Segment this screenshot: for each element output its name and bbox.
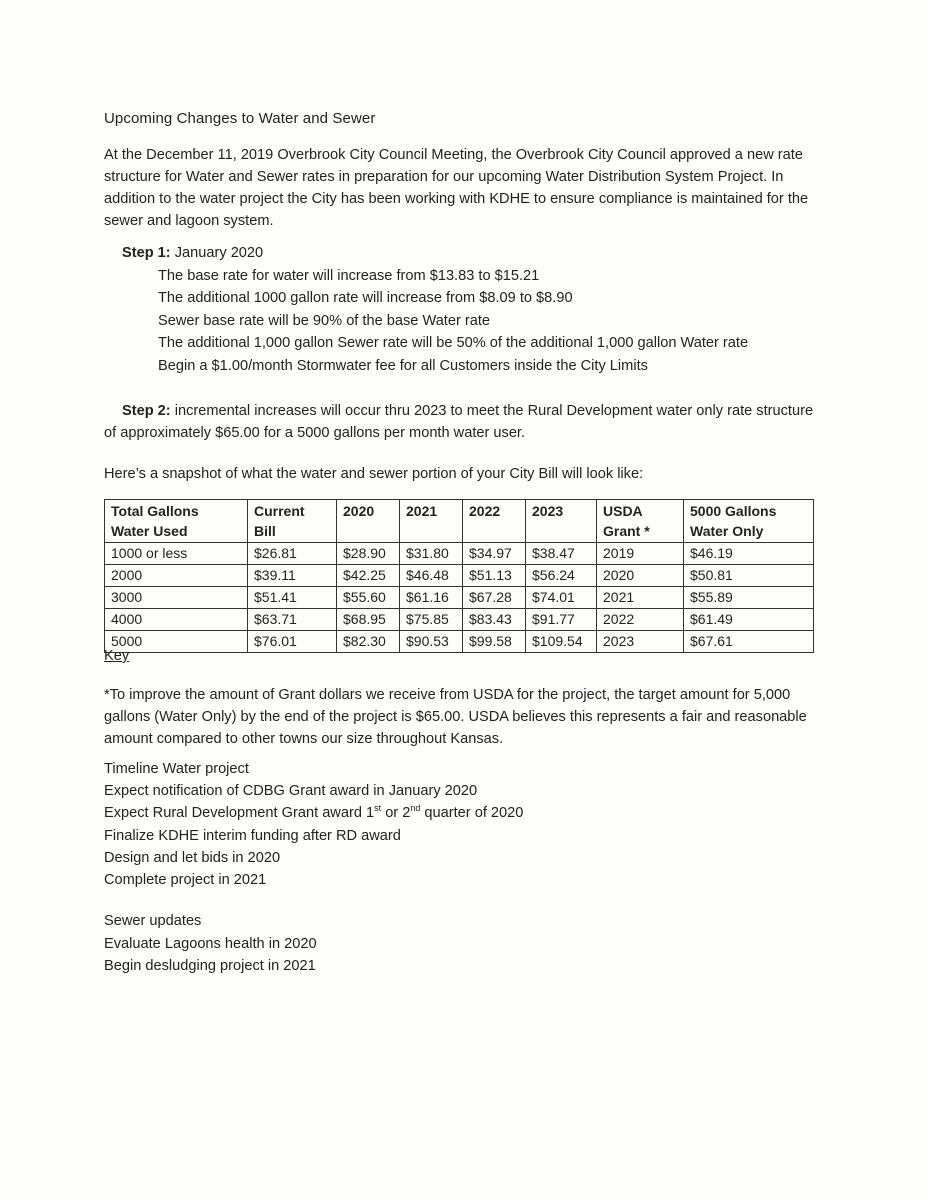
step1-item: The base rate for water will increase from $13.83 to $15.21	[158, 267, 540, 284]
header-line: 2020	[343, 503, 375, 519]
intro-paragraph	[104, 144, 824, 232]
step1-list	[122, 265, 748, 378]
cell-2023: $38.47	[526, 543, 597, 565]
header-line: USDA	[603, 503, 643, 519]
step1-item: Sewer base rate will be 90% of the base Water rate	[158, 312, 491, 329]
document-title: Upcoming Changes to Water and Sewer	[104, 110, 376, 127]
cell-gallons: 5000	[105, 631, 248, 653]
header-5000-gallons	[684, 500, 814, 543]
timeline-rd-sup2: nd	[410, 803, 421, 814]
cell-2021: $46.48	[400, 565, 463, 587]
rates-table	[104, 499, 814, 653]
cell-5000: $50.81	[684, 565, 814, 587]
cell-2021: $31.80	[400, 543, 463, 565]
timeline-rd-suffix: quarter of 2020	[420, 805, 524, 822]
sewer-item: Begin desludging project in 2021	[104, 958, 316, 974]
cell-2020: $42.25	[337, 565, 400, 587]
timeline-rd-prefix: Expect Rural Development Grant award 1	[104, 805, 375, 822]
cell-2022: $99.58	[463, 631, 526, 653]
timeline-item: Complete project in 2021	[104, 872, 267, 889]
timeline-item: Expect notification of CDBG Grant award in January 2020	[104, 783, 478, 800]
timeline-item	[104, 802, 523, 824]
key-label: Key	[104, 648, 130, 664]
cell-2021: $61.16	[400, 587, 463, 609]
header-line: Total Gallons	[111, 503, 199, 519]
cell-usda: 2023	[597, 631, 684, 653]
cell-5000: $46.19	[684, 543, 814, 565]
cell-current: $39.11	[248, 565, 337, 587]
header-line: Grant *	[603, 523, 650, 539]
timeline-list	[104, 780, 523, 891]
step1-date: January 2020	[174, 245, 264, 261]
header-line: Current	[254, 503, 305, 519]
snapshot-intro: Here’s a snapshot of what the water and sewer portion of your City Bill will look like:	[104, 466, 644, 482]
cell-2022: $34.97	[463, 543, 526, 565]
cell-gallons: 1000 or less	[105, 543, 248, 565]
step1-item: The additional 1,000 gallon Sewer rate will be 50% of the additional 1,000 gallon Water rate	[158, 335, 749, 351]
header-total-gallons	[105, 500, 248, 543]
header-2020	[337, 500, 400, 543]
cell-2023: $74.01	[526, 587, 597, 609]
header-line: Water Used	[111, 523, 188, 539]
cell-5000: $61.49	[684, 609, 814, 631]
header-line: Water Only	[690, 523, 764, 539]
step1-label: Step 1:	[122, 245, 171, 261]
step1-item: The additional 1000 gallon rate will increase from $8.09 to $8.90	[158, 290, 573, 306]
cell-usda: 2019	[597, 543, 684, 565]
cell-2022: $67.28	[463, 587, 526, 609]
cell-current: $26.81	[248, 543, 337, 565]
table-row	[105, 609, 814, 631]
sewer-heading: Sewer updates	[104, 913, 202, 929]
cell-5000: $67.61	[684, 631, 814, 653]
footnote-paragraph: *To improve the amount of Grant dollars we receive from USDA for the project, the target amount for 5,000 gallons (Water Only) by the end of the project is $65.00. USDA believes this represents a fair and reasonable amount compared to other towns our size throughout Kansas.	[104, 687, 807, 747]
cell-2023: $91.77	[526, 609, 597, 631]
cell-2023: $56.24	[526, 565, 597, 587]
intro-text: At the December 11, 2019 Overbrook City Council Meeting, the Overbrook City Council approved a new rate structure for Water and Sewer rates in preparation for our upcoming Water Distribution System Project. In addition to the water project the City has been working with KDHE to ensure compliance is maintained for the sewer and lagoon system.	[104, 147, 809, 229]
step1-item: Begin a $1.00/month Stormwater fee for all Customers inside the City Limits	[158, 357, 648, 374]
sewer-list	[104, 933, 317, 978]
cell-usda: 2021	[597, 587, 684, 609]
header-line: Bill	[254, 523, 276, 539]
header-2021	[400, 500, 463, 543]
table-row	[105, 543, 814, 565]
header-2022	[463, 500, 526, 543]
header-current-bill	[248, 500, 337, 543]
cell-2021: $75.85	[400, 609, 463, 631]
cell-gallons: 2000	[105, 565, 248, 587]
cell-2020: $82.30	[337, 631, 400, 653]
timeline-item: Design and let bids in 2020	[104, 849, 281, 866]
cell-2022: $83.43	[463, 609, 526, 631]
timeline-heading: Timeline Water project	[104, 761, 249, 777]
step2-text: incremental increases will occur thru 2023 to meet the Rural Development water only rate structure of approximately $65.00 for a 5000 gallons per month water user.	[104, 403, 814, 441]
cell-usda: 2020	[597, 565, 684, 587]
cell-2021: $90.53	[400, 631, 463, 653]
header-line: 2022	[469, 503, 501, 519]
table-row	[105, 631, 814, 653]
cell-current: $51.41	[248, 587, 337, 609]
cell-2020: $55.60	[337, 587, 400, 609]
cell-current: $63.71	[248, 609, 337, 631]
cell-usda: 2022	[597, 609, 684, 631]
timeline-rd-mid: or 2	[381, 805, 411, 822]
header-line: 5000 Gallons	[690, 503, 777, 519]
timeline-section	[104, 758, 523, 891]
cell-5000: $55.89	[684, 587, 814, 609]
step2-label: Step 2:	[122, 403, 171, 419]
cell-gallons: 3000	[105, 587, 248, 609]
table-header-row	[105, 500, 814, 543]
table-row	[105, 587, 814, 609]
timeline-item: Finalize KDHE interim funding after RD award	[104, 827, 401, 844]
header-2023	[526, 500, 597, 543]
cell-gallons: 4000	[105, 609, 248, 631]
cell-current: $76.01	[248, 631, 337, 653]
header-line: 2023	[532, 503, 564, 519]
header-usda-grant	[597, 500, 684, 543]
step1-section	[122, 242, 748, 377]
sewer-item: Evaluate Lagoons health in 2020	[104, 935, 317, 952]
step1-heading	[122, 242, 748, 265]
cell-2022: $51.13	[463, 565, 526, 587]
table-row	[105, 565, 814, 587]
timeline-rd-sup1: st	[374, 803, 382, 814]
sewer-section	[104, 910, 317, 978]
cell-2023: $109.54	[526, 631, 597, 653]
step2-section	[104, 400, 824, 444]
cell-2020: $28.90	[337, 543, 400, 565]
cell-2020: $68.95	[337, 609, 400, 631]
header-line: 2021	[406, 503, 438, 519]
